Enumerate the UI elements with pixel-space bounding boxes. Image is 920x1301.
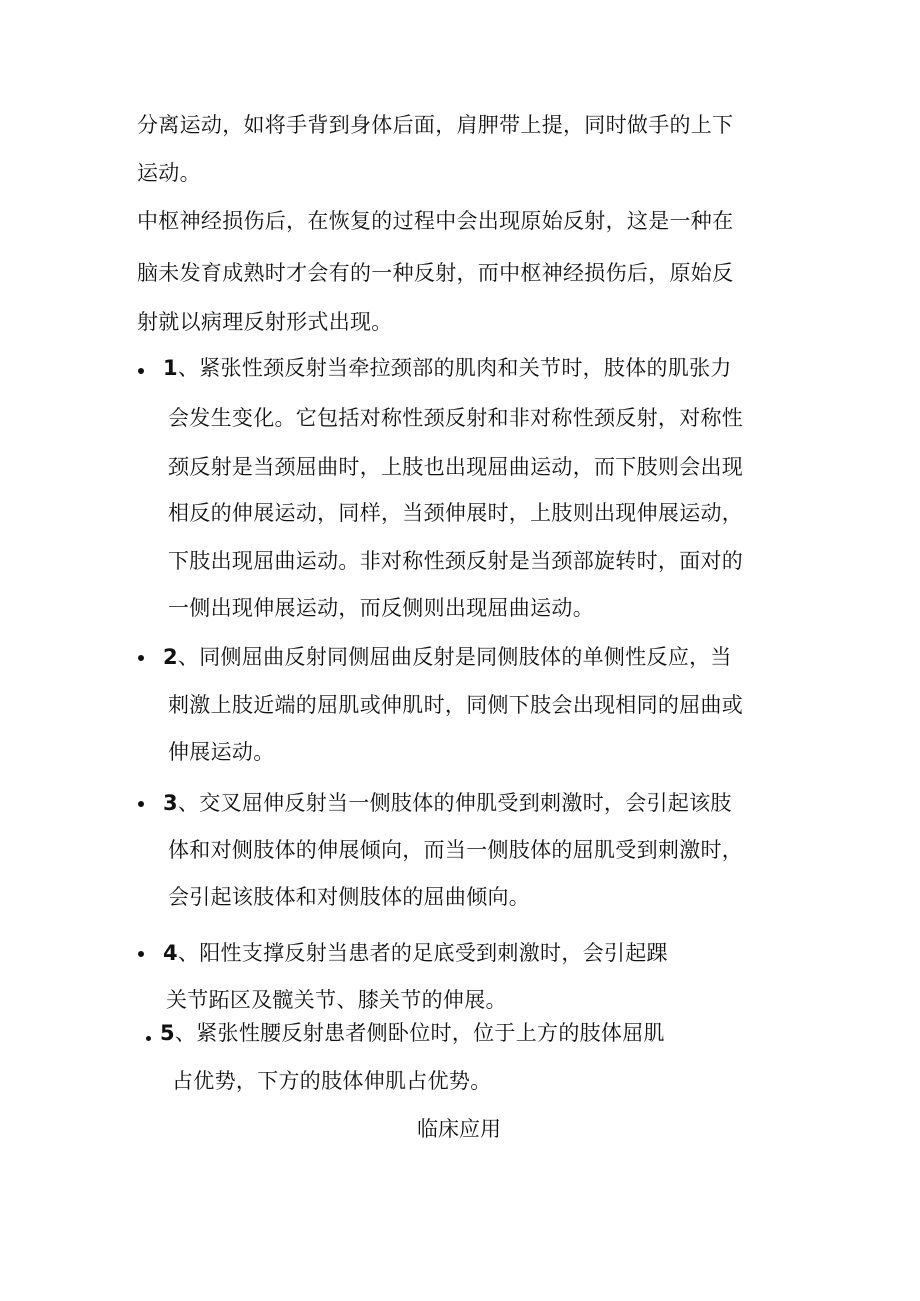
item-5-number: 5 bbox=[160, 1021, 175, 1045]
item-4-line-2: 关节跖区及髋关节、膝关节的伸展。 bbox=[166, 988, 507, 1012]
para2-line-1: 中枢神经损伤后，在恢复的过程中会出现原始反射，这是一种在 bbox=[137, 209, 734, 233]
item-1-line-4: 相反的伸展运动，同样，当颈伸展时，上肢则出现伸展运动， bbox=[168, 501, 744, 525]
item-4-number: 4 bbox=[163, 941, 178, 965]
item-1-line-6: 一侧出现伸展运动，而反侧则出现屈曲运动。 bbox=[168, 596, 594, 620]
item-3-line-3: 会引起该肢体和对侧肢体的屈曲倾向。 bbox=[168, 885, 531, 909]
item-5-line-2: 占优势，下方的肢体伸肌占优势。 bbox=[172, 1069, 492, 1093]
item-3-number: 3 bbox=[163, 791, 178, 815]
bullet-2 bbox=[138, 655, 144, 661]
section-heading: 临床应用 bbox=[417, 1117, 501, 1141]
item-1-number: 1 bbox=[163, 356, 178, 380]
item-5-line-1 bbox=[160, 1018, 665, 1048]
item-2-number: 2 bbox=[163, 645, 178, 669]
para1-line-2: 运动。 bbox=[137, 161, 201, 185]
item-3-line-2: 体和对侧肢体的伸展倾向，而当一侧肢体的屈肌受到刺激时， bbox=[168, 838, 744, 862]
bullet-3 bbox=[138, 801, 144, 807]
item-1-line-2: 会发生变化。它包括对称性颈反射和非对称性颈反射，对称性 bbox=[168, 406, 744, 430]
item-1-line-1 bbox=[163, 353, 732, 383]
item-4-line-1 bbox=[163, 938, 668, 968]
item-4-text: 、阳性支撑反射当患者的足底受到刺激时，会引起踝 bbox=[177, 941, 668, 965]
item-5-text: 、紧张性腰反射患者侧卧位时，位于上方的肢体屈肌 bbox=[174, 1021, 665, 1045]
item-2-line-1 bbox=[163, 642, 732, 672]
bullet-5 bbox=[146, 1036, 151, 1041]
item-2-line-2: 刺激上肢近端的屈肌或伸肌时，同侧下肢会出现相同的屈曲或 bbox=[168, 693, 744, 717]
item-3-text: 、交叉屈伸反射当一侧肢体的伸肌受到刺激时，会引起该肢 bbox=[177, 791, 732, 815]
item-1-line-5: 下肢出现屈曲运动。非对称性颈反射是当颈部旋转时，面对的 bbox=[168, 549, 744, 573]
para2-line-2: 脑未发育成熟时才会有的一种反射，而中枢神经损伤后，原始反 bbox=[137, 261, 734, 285]
item-3-line-1 bbox=[163, 788, 732, 818]
item-1-text: 、紧张性颈反射当牵拉颈部的肌肉和关节时，肢体的肌张力 bbox=[177, 356, 732, 380]
bullet-1 bbox=[138, 368, 144, 374]
para1-line-1: 分离运动，如将手背到身体后面，肩胛带上提，同时做手的上下 bbox=[137, 113, 734, 137]
para2-line-3: 射就以病理反射形式出现。 bbox=[137, 310, 393, 334]
item-2-text: 、同侧屈曲反射同侧屈曲反射是同侧肢体的单侧性反应，当 bbox=[177, 645, 732, 669]
item-2-line-3: 伸展运动。 bbox=[168, 740, 275, 764]
bullet-4 bbox=[138, 951, 144, 957]
item-1-line-3: 颈反射是当颈屈曲时，上肢也出现屈曲运动，而下肢则会出现 bbox=[168, 455, 744, 479]
